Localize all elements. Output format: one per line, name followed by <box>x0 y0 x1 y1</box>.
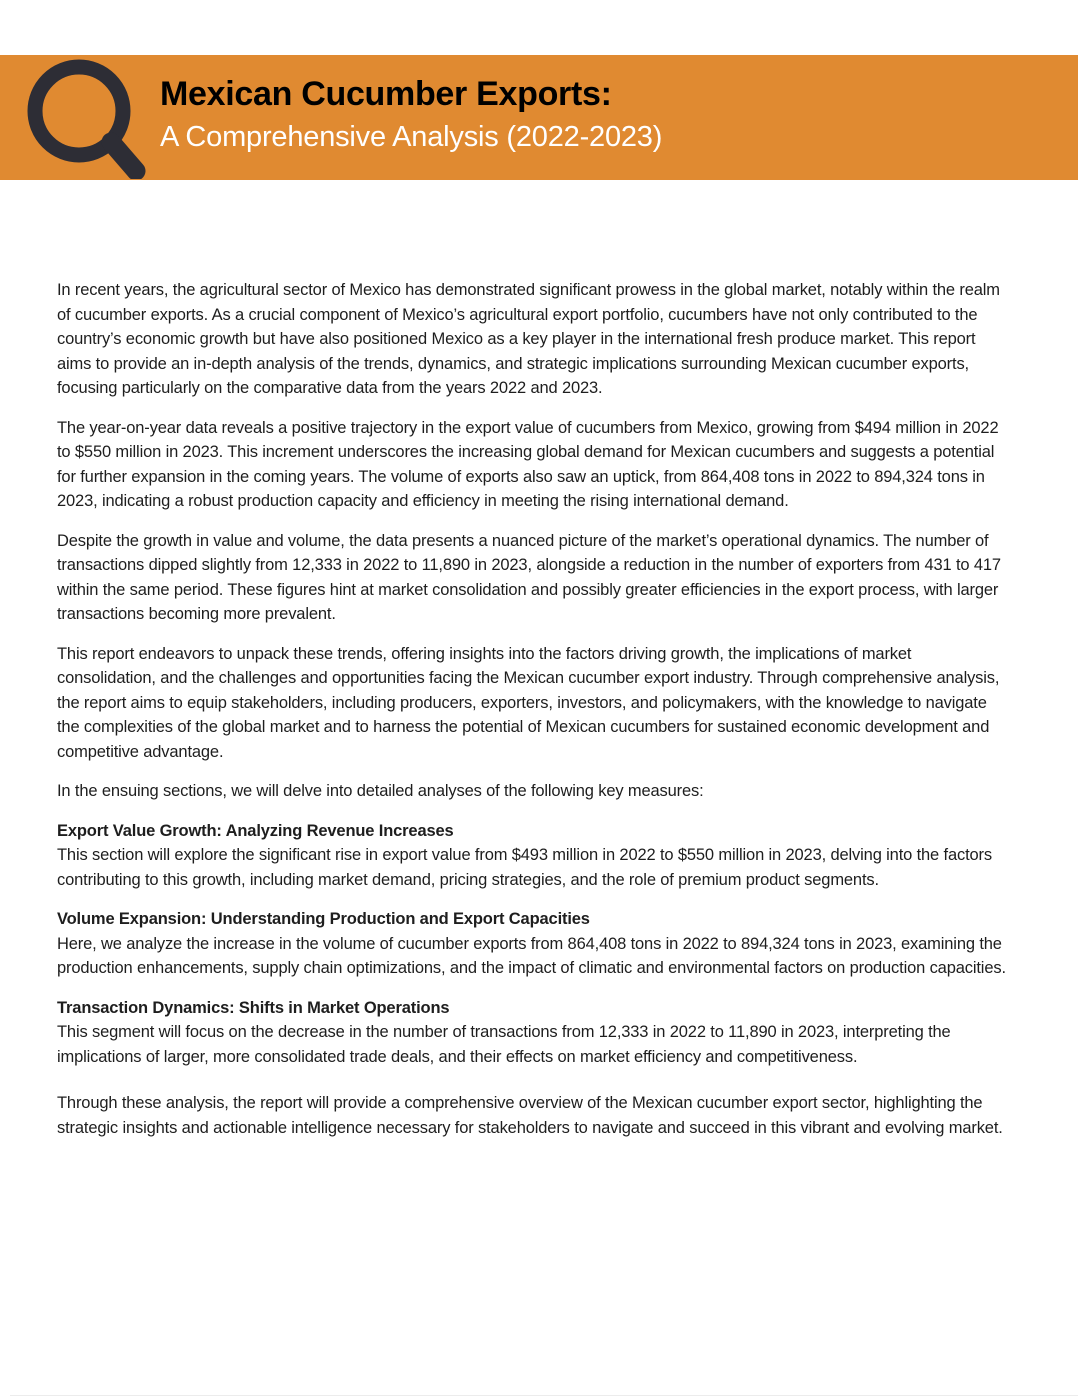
section-export-value-growth <box>57 819 1009 893</box>
report-body <box>57 278 1009 1155</box>
intro-paragraph-3: Despite the growth in value and volume, the data presents a nuanced picture of the market’s operational dynamics. The number of transactions dipped slightly from 12,333 in 2022 to 11,890 in 2023, alongside a reduction in the number of exporters from 431 to 417 within the same period. These figures hint at market consolidation and possibly greater efficiencies in the export process, with larger transactions becoming more prevalent. <box>57 531 1001 623</box>
intro-paragraph-4: This report endeavors to unpack these trends, offering insights into the factors driving growth, the implications of market consolidation, and the challenges and opportunities facing the Mexican cucumber export industry. Through comprehensive analysis, the report aims to equip stakeholders, including producers, exporters, investors, and policymakers, with the knowledge to navigate the complexities of the global market and to harness the potential of Mexican cucumbers for sustained economic development and competitive advantage. <box>57 644 1000 761</box>
section-text-transaction-dynamics: This segment will focus on the decrease in the number of transactions from 12,333 in 2022 to 11,890 in 2023, interpreting the implications of larger, more consolidated trade deals, and their effects on market efficiency and competitiveness. <box>57 1023 951 1066</box>
section-transaction-dynamics <box>57 996 1009 1070</box>
section-text-volume-expansion: Here, we analyze the increase in the volume of cucumber exports from 864,408 tons in 2022 to 894,324 tons in 2023, examining the production enhancements, supply chain optimizations, and the impact of climatic and environmental factors on production capacities. <box>57 934 1006 977</box>
section-heading-export-value: Export Value Growth: Analyzing Revenue Increases <box>57 821 454 840</box>
report-titles <box>160 75 662 154</box>
report-subtitle: A Comprehensive Analysis (2022-2023) <box>160 121 663 154</box>
closing-paragraph: Through these analysis, the report will provide a comprehensive overview of the Mexican cucumber export sector, highlighting the strategic insights and actionable intelligence necessary for stakeholders to navigate and succeed in this vibrant and evolving market. <box>57 1094 1003 1137</box>
report-title: Mexican Cucumber Exports: <box>160 75 612 113</box>
key-measures-lead-in: In the ensuing sections, we will delve into detailed analyses of the following key measures: <box>57 782 704 800</box>
page-bottom-divider <box>10 1395 1078 1396</box>
intro-paragraph-1: In recent years, the agricultural sector of Mexico has demonstrated significant prowess in the global market, notably within the realm of cucumber exports. As a crucial component of Mexico’s agricultural export portfolio, cucumbers have not only contributed to the country’s economic growth but have also positioned Mexico as a key player in the international fresh produce market. This report aims to provide an in-depth analysis of the trends, dynamics, and strategic implications surrounding Mexican cucumber exports, focusing particularly on the comparative data from the years 2022 and 2023. <box>57 281 1000 397</box>
section-text-export-value: This section will explore the significant rise in export value from $493 million in 2022 to $550 million in 2023, delving into the factors contributing to this growth, including market demand, pricing strategies, and the role of premium product segments. <box>57 846 992 889</box>
intro-paragraph-2: The year-on-year data reveals a positive trajectory in the export value of cucumbers from Mexico, growing from $494 million in 2022 to $550 million in 2023. This increment underscores the increasing global demand for Mexican cucumbers and suggests a potential for further expansion in the coming years. The volume of exports also saw an uptick, from 864,408 tons in 2022 to 894,324 tons in 2023, indicating a robust production capacity and efficiency in meeting the rising international demand. <box>57 418 999 510</box>
magnifying-glass-icon <box>24 57 148 179</box>
report-header-banner <box>0 55 1078 180</box>
section-volume-expansion <box>57 907 1009 981</box>
section-heading-transaction-dynamics: Transaction Dynamics: Shifts in Market Operations <box>57 998 450 1017</box>
section-heading-volume-expansion: Volume Expansion: Understanding Production and Export Capacities <box>57 910 590 928</box>
